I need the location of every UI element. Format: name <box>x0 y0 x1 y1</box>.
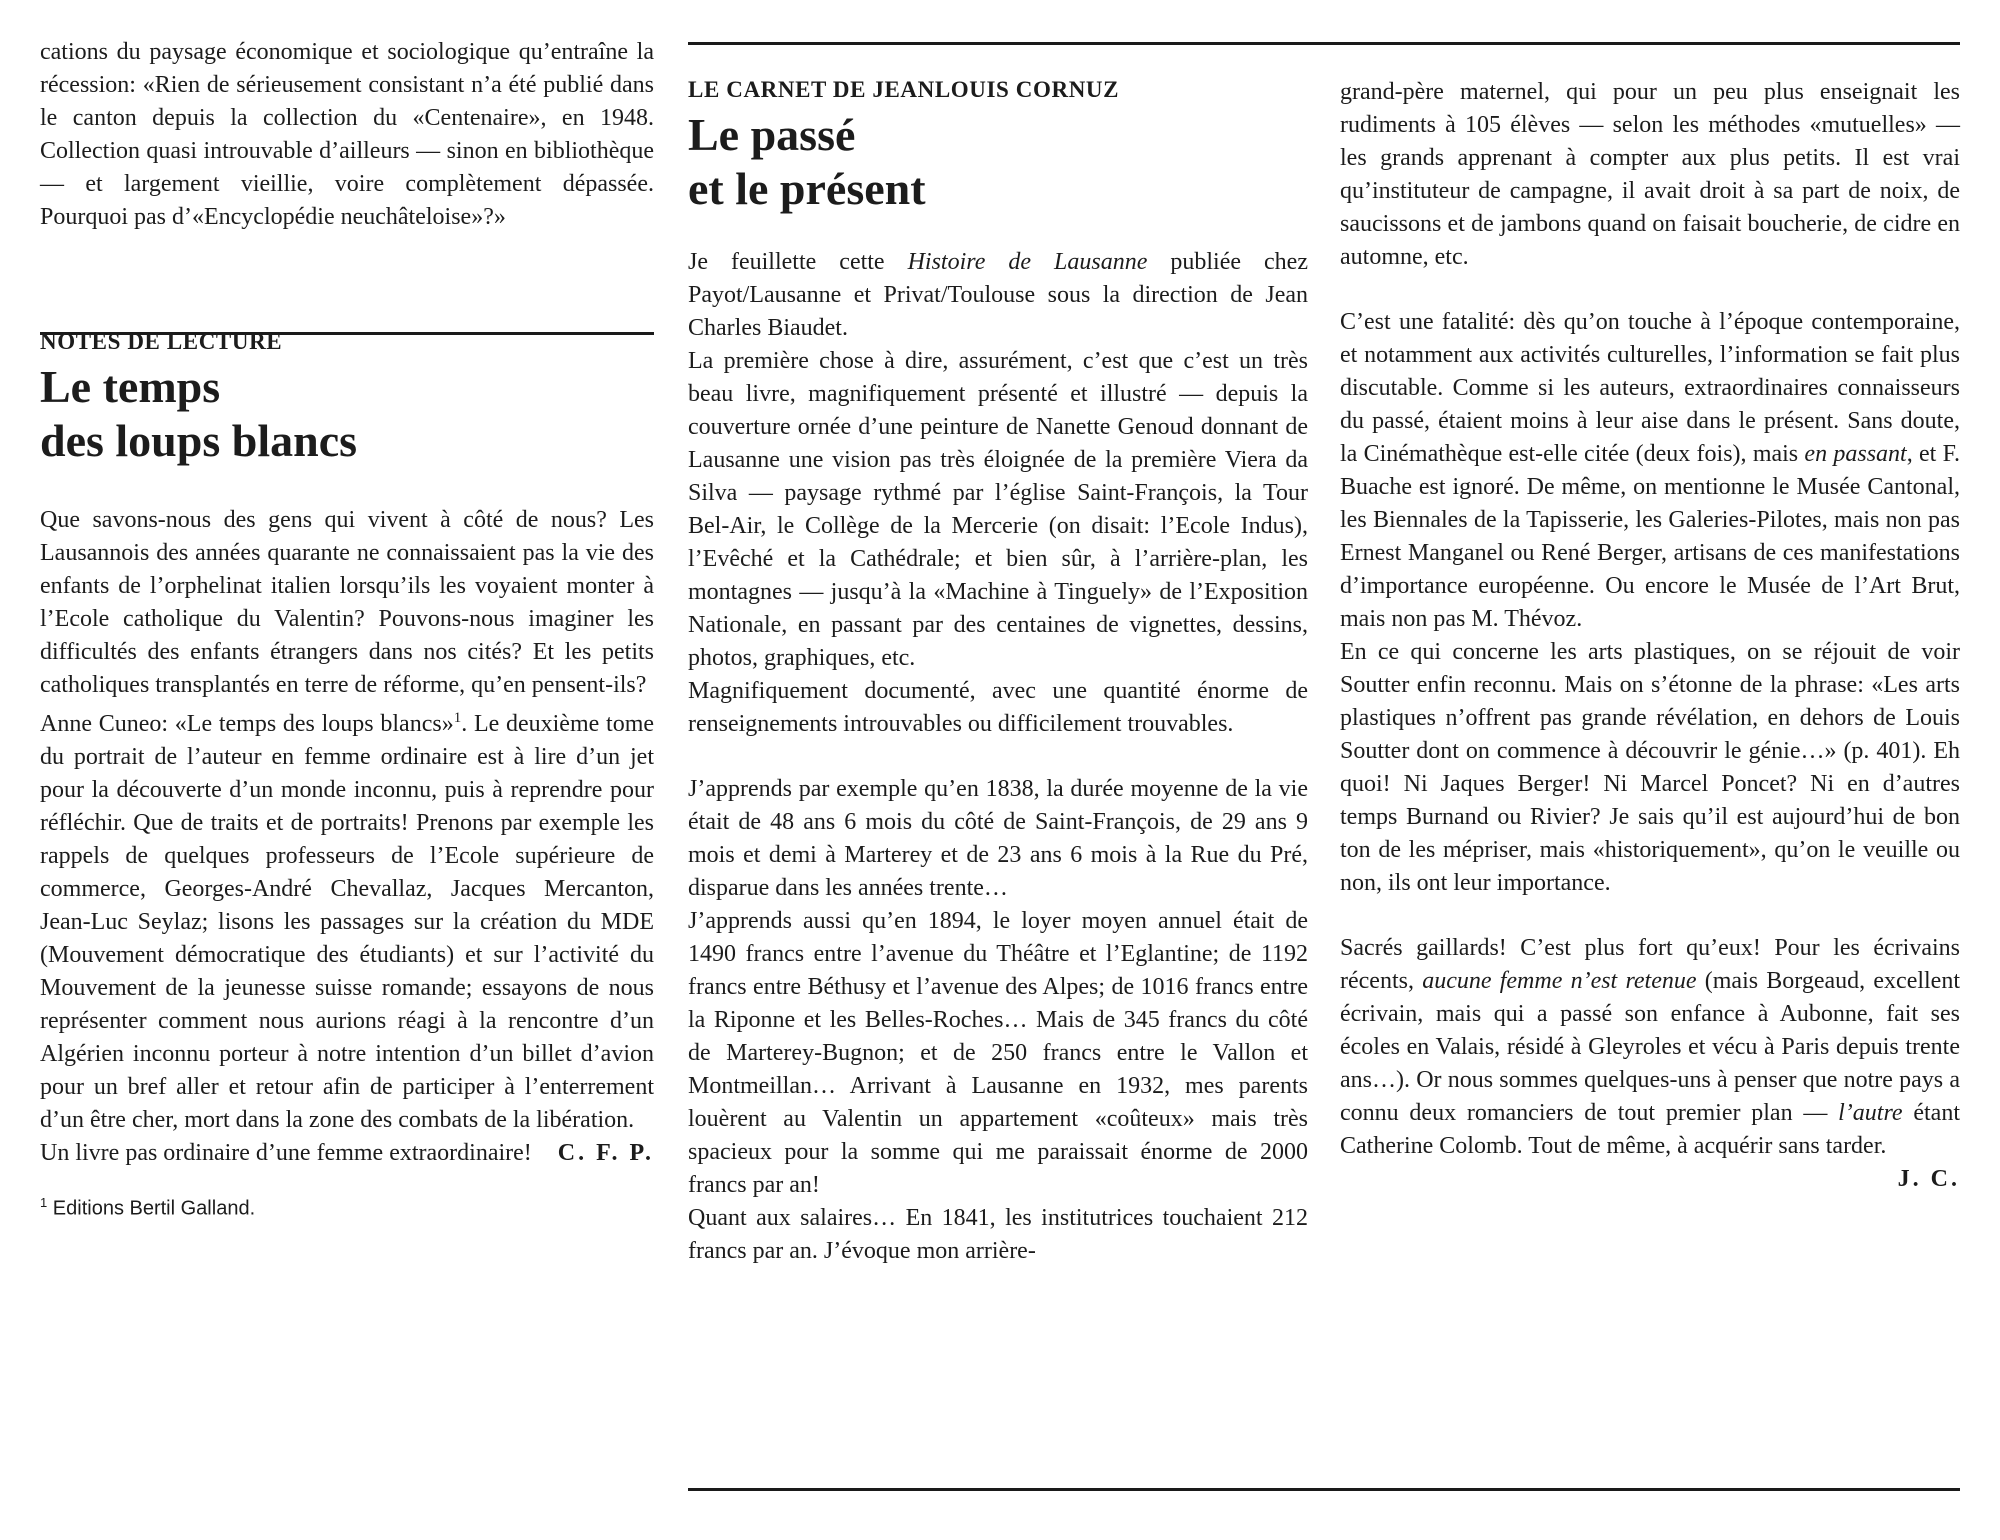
paragraph: Que savons-nous des gens qui vivent à côté de nous? Les Lausannois des années quarante ne connaissaient pas la vie des enfants de l’orphelinat italien lorsqu’ils les voyaient monter à l’Ecole catholique du Valentin? Pouvons-nous imaginer les difficultés des enfants étrangers dans nos cités? Et les petits catholiques transplantés en terre de réforme, qu’en pensent-ils? <box>40 507 654 698</box>
paragraph <box>1340 306 1960 636</box>
footnote-number: 1 <box>40 1195 48 1210</box>
paragraph: J’apprends par exemple qu’en 1838, la durée moyenne de la vie était de 48 ans 6 mois du côté de Saint-François, de 29 ans 9 mois et demi à Marterey et de 23 ans 6 mois à la Rue du Pré, disparue dans les années trente… <box>688 776 1308 901</box>
article-headline <box>688 108 1308 216</box>
paragraph <box>40 702 654 1137</box>
bottom-rule <box>688 1488 1960 1491</box>
paragraph-text: Anne Cuneo: «Le temps des loups blancs» <box>40 711 454 737</box>
paragraph-text: . Le deuxième tome du portrait de l’auteur en femme ordinaire est à lire d’un jet pour la découverte d’un monde inconnu, puis à reprendre pour réfléchir. Que de traits et de portraits! Prenons par exemple les rappels de quelques professeurs de l’Ecole supérieure de commerce, Georges-André Chevallaz, Jacques Mercanton, Jean-Luc Seylaz; lisons les passages sur la création du MDE (Mouvement démocratique des étudiants) et sur l’activité du Mouvement de la jeunesse suisse romande; essayons de nous représenter comment nous aurions réagi à la rencontre d’un Algérien inconnu porteur à notre intention d’un billet d’avion pour un bref aller et retour afin de participer à l’enterrement d’un être cher, mort dans la zone des combats de la libération. <box>40 711 655 1133</box>
paragraph-text: Sacrés gaillards! C’est plus fort qu’eux! Pour les écrivains récents, <box>1340 935 1960 994</box>
headline-line-1: Le temps <box>40 361 221 412</box>
emphasis: en passant <box>1804 441 1907 467</box>
book-title: Histoire de Lausanne <box>907 249 1148 275</box>
paragraph <box>1340 932 1960 1163</box>
paragraph-text: C’est une fatalité: dès qu’on touche à l’époque contemporaine, et notamment aux activités culturelles, l’information se fait plus discutable. Comme si les auteurs, extraordinaires connaisseurs du passé, étaient moins à leur aise dans le présent. Sans doute, la Cinémathèque est-elle citée (deux fois), mais <box>1340 309 1960 467</box>
section-kicker: NOTES DE LECTURE <box>40 329 283 354</box>
paragraph-text: (mais Borgeaud, excellent écrivain, mais qui a passé son enfance à Aubonne, fait ses écoles en Valais, résidé à Gleyroles et vécu à Paris depuis trente ans…). Or nous sommes quelques-uns à penser que notre pays a connu deux romanciers de tout premier plan — <box>1340 968 1960 1126</box>
emphasis: aucune femme n’est retenue <box>1422 968 1697 994</box>
column-left <box>40 36 654 1222</box>
paragraph-text: étant Catherine Colomb. Tout de même, à acquérir sans tarder. <box>1340 1100 1961 1159</box>
paragraph-text: , et F. Buache est ignoré. De même, on mentionne le Musée Cantonal, les Biennales de la Tapisserie, les Galeries-Pilotes, mais non pas Ernest Manganel ou René Berger, artisans de ces manifestations d’importance européenne. Ou encore le Musée de l’Art Brut, mais non pas M. Thévoz. <box>1340 441 1960 632</box>
paragraph <box>40 1137 654 1170</box>
headline-line-1: Le passé <box>688 109 856 160</box>
paragraph: J’apprends aussi qu’en 1894, le loyer moyen annuel était de 1490 francs entre l’avenue du Théâtre et l’Eglantine; de 1192 francs entre Béthusy et l’avenue des Alpes; de 1016 francs entre la Riponne et les Belles-Roches… Mais de 345 francs du côté de Marterey-Bugnon; et de 250 francs entre le Vallon et Montmeillan… Arrivant à Lausanne en 1932, mes parents louèrent au Valentin un appartement «coûteux» mais très spacieux pour la somme qui me paraissait énorme de 2000 francs par an! <box>688 908 1308 1198</box>
author-signature: J. C. <box>1897 1166 1960 1192</box>
paragraph-text: Un livre pas ordinaire d’une femme extraordinaire! <box>40 1140 532 1166</box>
paragraph: La première chose à dire, assurément, c’est que c’est un très beau livre, magnifiquement présenté et illustré — depuis la couverture ornée d’une peinture de Nanette Genoud donnant de Lausanne une vision pas très éloignée de la première Viera da Silva — paysage rythmé par l’église Saint-François, la Tour Bel-Air, le Collège de la Mercerie (on disait: l’Ecole Indus), l’Evêché et la Cathédrale; et bien sûr, à l’arrière-plan, les montagnes — jusqu’à la «Machine à Tinguely» de l’Exposition Nationale, en passant par des centaines de vignettes, dessins, photos, graphiques, etc. <box>688 348 1308 671</box>
article-headline <box>40 360 654 468</box>
paragraph-text: Je feuillette cette <box>688 249 908 275</box>
headline-line-2: et le présent <box>688 163 926 214</box>
section-kicker: LE CARNET DE JEANLOUIS CORNUZ <box>688 77 1120 102</box>
column-middle <box>688 76 1308 1268</box>
footnote-text: Editions Bertil Galland. <box>52 1197 256 1220</box>
paragraph: En ce qui concerne les arts plastiques, on se réjouit de voir Soutter enfin reconnu. Mais on s’étonne de la phrase: «Les arts plastiques n’offrent pas grande révélation, en dehors de Louis Soutter dont on commence à découvrir le génie…» (p. 401). Eh quoi! Ni Jaques Berger! Ni Marcel Poncet? Ni en d’autres temps Burnand ou Rivier? Je sais qu’il est aujourd’hui de bon ton de les mépriser, mais «historiquement», qu’on le veuille ou non, ils ont leur importance. <box>1340 639 1960 896</box>
author-signature: C. F. P. <box>557 1140 654 1166</box>
paragraph: grand-père maternel, qui pour un peu plus enseignait les rudiments à 105 élèves — selon les méthodes «mutuelles» — les grands apprenant à compter aux plus petits. Il est vrai qu’instituteur de campagne, il avait droit à sa part de noix, de saucissons et de jambons quand on faisait boucherie, de cidre en automne, etc. <box>1340 79 1960 270</box>
paragraph: Quant aux salaires… En 1841, les institutrices touchaient 212 francs par an. J’évoque mon arrière- <box>688 1205 1308 1264</box>
headline-line-2: des loups blancs <box>40 415 358 466</box>
footnote <box>40 1190 654 1222</box>
paragraph-text: publiée chez Payot/Lausanne et Privat/Toulouse sous la direction de Jean Charles Biaudet. <box>688 249 1308 341</box>
emphasis: l’autre <box>1838 1100 1903 1126</box>
footnote-marker: 1 <box>453 710 462 726</box>
column-right <box>1340 76 1960 1196</box>
paragraph: Magnifiquement documenté, avec une quantité énorme de renseignements introuvables ou difficilement trouvables. <box>688 678 1308 737</box>
paragraph <box>688 246 1308 345</box>
top-rule <box>688 42 1960 45</box>
intro-paragraph: cations du paysage économique et sociologique qu’entraîne la récession: «Rien de sérieusement consistant n’a été publié dans le canton depuis la collection du «Centenaire», en 1948. Collection quasi introuvable d’ailleurs — sinon en bibliothèque — et largement vieillie, voire complètement dépassée. Pourquoi pas d’«Encyclopédie neuchâteloise»?» <box>40 39 654 230</box>
